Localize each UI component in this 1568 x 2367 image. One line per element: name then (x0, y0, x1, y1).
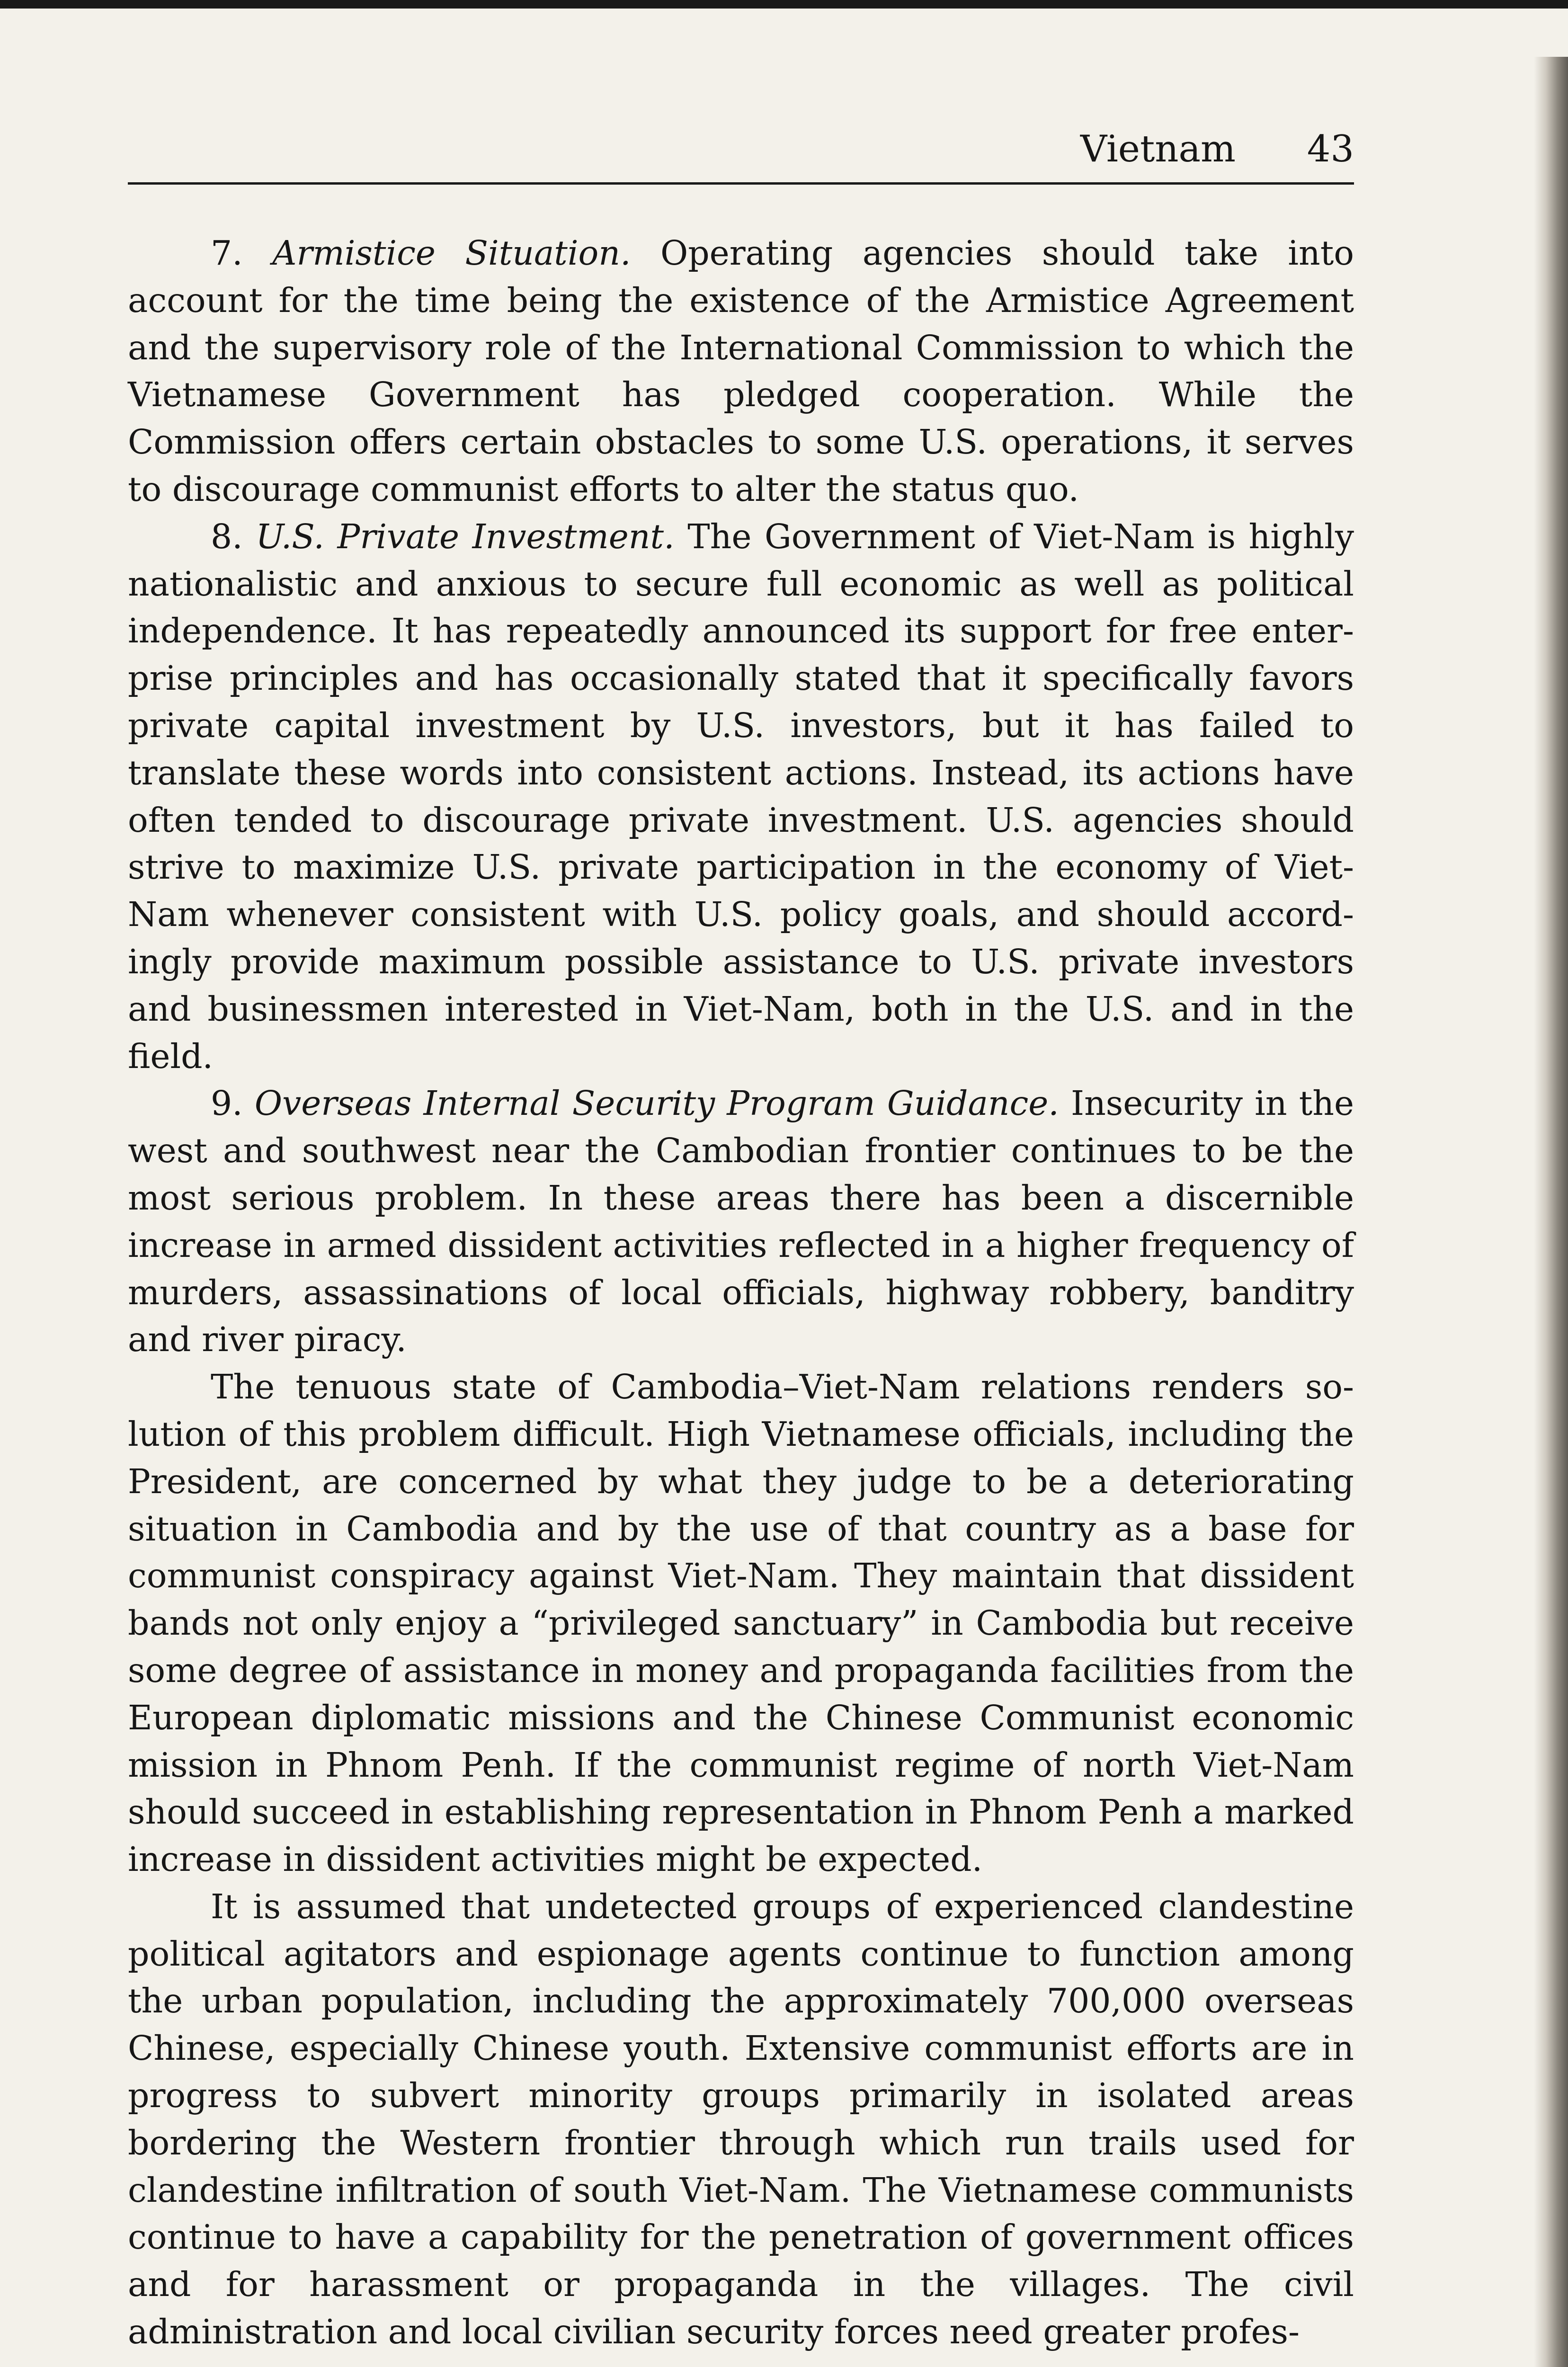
paragraph-text: Insecurity in the west and southwest near the Cambodian frontier continues to be the most serious problem. In these areas there has been a discernible increase in armed dissident activities reflected in a higher frequency of murders, assassinations of local officials, highway robbery, banditry and river piracy. (128, 1084, 1354, 1360)
paragraph-text: Operating agencies should take into account for the time being the existence of the Armistice Agreement and the supervisory role of the International Commission to which the Vietnamese Government has pledged cooperation. While the Commission offers certain obstacles to some U.S. operations, it serves to discourage communist efforts to alter the status quo. (128, 233, 1354, 509)
paragraph-cambodia-relations (128, 1363, 1354, 1883)
paragraph-internal-security (128, 1080, 1354, 1363)
paragraph-number: 8. (211, 516, 243, 556)
running-title: Vietnam (1080, 128, 1236, 170)
paragraph-heading: U.S. Private Investment. (256, 516, 675, 556)
paragraph-private-investment (128, 513, 1354, 1080)
paragraph-heading: Overseas Internal Security Program Guidance. (254, 1084, 1059, 1123)
paragraph-text: It is assumed that undetected groups of experienced clandestine political agitators and espionage agents continue to function among the urban population, including the approximately 700,000 overseas Chinese, especially Chinese youth. Extensive communist efforts are in progress to subvert minority groups primarily in isolated areas bordering the Western frontier through which run trails used for clandestine infiltration of south Viet-Nam. The Vietnamese communists continue to have a capability for the penetration of government offices and for harassment or propaganda in the villages. The civil administration and local civilian security forces need greater profes- (128, 1886, 1354, 2352)
paragraph-number: 9. (211, 1084, 243, 1123)
running-header (128, 121, 1354, 185)
paragraph-number: 7. (211, 233, 243, 273)
paragraph-heading: Armistice Situation. (272, 233, 631, 273)
scan-page-edge (1534, 57, 1568, 2367)
body-text (128, 230, 1354, 2356)
page-number: 43 (1307, 128, 1354, 170)
scan-top-border (0, 0, 1568, 9)
paragraph-text: The Government of Viet-Nam is highly nationalistic and anxious to secure full economic as well as political independence. It has repeatedly announced its support for free enterprise principles and has occasionally stated that it specifically favors private capital investment by U.S. investors, but it has failed to translate these words into consistent actions. Instead, its actions have often tended to discourage private investment. U.S. agencies should strive to maximize U.S. private participation in the economy of VietNam whenever consistent with U.S. policy goals, and should accordingly provide maximum possible assistance to U.S. private investors and businessmen interested in Viet-Nam, both in the U.S. and in the field. (128, 516, 1354, 1076)
paragraph-armistice-situation (128, 230, 1354, 513)
paragraph-clandestine-groups (128, 1883, 1354, 2356)
paragraph-text: The tenuous state of Cambodia–Viet-Nam relations renders solution of this problem difficult. High Vietnamese officials, including the President, are concerned by what they judge to be a deteriorating situation in Cambodia and by the use of that country as a base for communist conspiracy against Viet-Nam. They maintain that dissident bands not only enjoy a “privileged sanctuary” in Cambodia but receive some degree of assistance in money and propaganda facilities from the European diplomatic missions and the Chinese Communist economic mission in Phnom Penh. If the communist regime of north Viet-Nam should succeed in establishing representation in Phnom Penh a marked increase in dissident activities might be expected. (128, 1367, 1354, 1879)
